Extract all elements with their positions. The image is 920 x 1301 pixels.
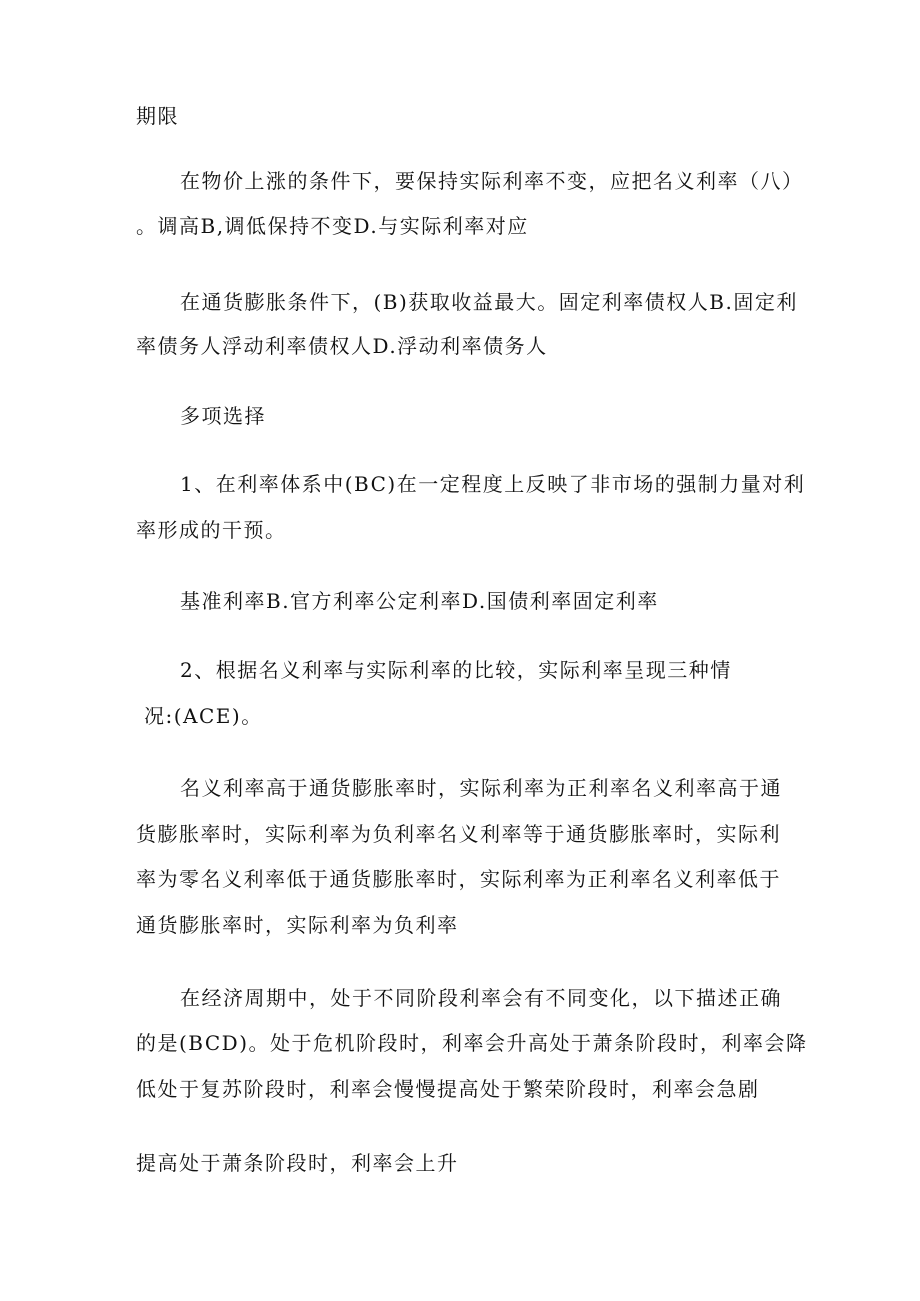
text-line: 率债务人浮动利率债权人D.浮动利率债务人 xyxy=(136,334,548,358)
options-text: 基准利率B.官方利率公定利率D.国债利率固定利率 xyxy=(180,589,659,613)
question-text: 的是(BCD)。处于危机阶段时，利率会升高处于萧条阶段时，利率会降 xyxy=(136,1031,808,1055)
options-text: 提高处于萧条阶段时，利率会上升 xyxy=(136,1151,459,1175)
options-text: 名义利率高于通货膨胀率时，实际利率为正利率名义利率高于通 xyxy=(180,776,782,800)
options-text: 货膨胀率时，实际利率为负利率名义利率等于通货膨胀率时，实际利 xyxy=(136,822,781,846)
question-text: 1、在利率体系中(BC)在一定程度上反映了非市场的强制力量对利 xyxy=(180,472,806,496)
options-text: 通货膨胀率时，实际利率为负利率 xyxy=(136,913,459,937)
text-line: 在通货膨胀条件下，(B)获取收益最大。固定利率债权人B.固定利 xyxy=(180,290,798,314)
question-text: 2、根据名义利率与实际利率的比较，实际利率呈现三种情 xyxy=(180,658,732,682)
question-text: 率形成的干预。 xyxy=(136,518,287,542)
options-text: 低处于复苏阶段时，利率会慢慢提高处于繁荣阶段时，利率会急剧 xyxy=(136,1077,760,1101)
text-line: 。调高B,调低保持不变D.与实际利率对应 xyxy=(136,214,529,238)
options-text: 率为零名义利率低于通货膨胀率时，实际利率为正利率名义利率低于 xyxy=(136,867,781,891)
text-line: 期限 xyxy=(136,104,179,128)
question-text: 在经济周期中，处于不同阶段利率会有不同变化，以下描述正确 xyxy=(180,986,782,1010)
question-text: 况:(ACE)。 xyxy=(144,704,263,728)
text-line: 在物价上涨的条件下，要保持实际利率不变，应把名义利率（八） xyxy=(180,169,804,193)
section-heading: 多项选择 xyxy=(180,404,266,428)
